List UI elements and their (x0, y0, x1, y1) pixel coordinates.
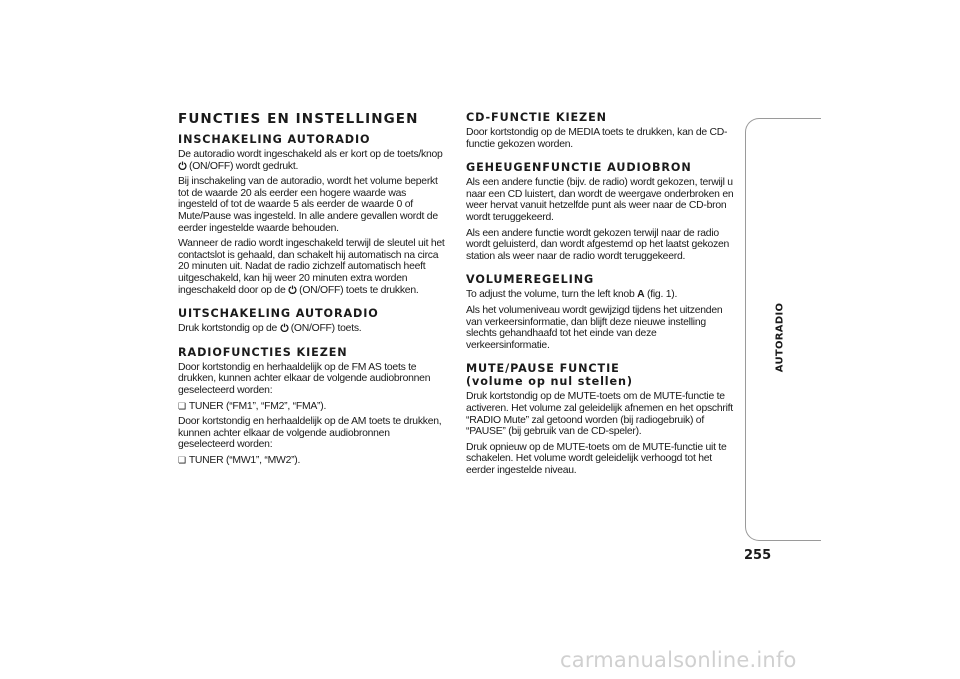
paragraph: Druk kortstondig op de MUTE-toets om de MUTE-functie te activeren. Het volume zal geleidelijk afnemen en het opschrift “RADIO Mute” zal getoond worden (bij radiogebruik) of “PAUSE” (bij gebruik van de CD-speler). (466, 391, 733, 438)
section-title-mute-pause: MUTE/PAUSE FUNCTIE (volume op nul stellen) (466, 362, 633, 389)
page-number: 255 (744, 548, 772, 563)
power-icon (280, 323, 289, 332)
chapter-tab-label: AUTORADIO (774, 302, 786, 372)
paragraph: Druk kortstondig op de (ON/OFF) toets. (178, 323, 362, 335)
section-title-volumeregeling: VOLUMEREGELING (466, 273, 595, 287)
section-uitschakeling (178, 307, 446, 335)
knob-label: A (637, 289, 645, 301)
paragraph: Druk opnieuw op de MUTE-toets om de MUTE-functie uit te schakelen. Het volume wordt geleidelijk verhoogd tot het eerder ingestelde niveau. (466, 441, 727, 476)
bullet-item: ❏ TUNER (“MW1”, “MW2”). (178, 455, 446, 467)
paragraph: Door kortstondig en herhaaldelijk op de FM AS toets te drukken, kunnen achter elkaar de volgende audiobronnen geselecteerd worden: (178, 361, 431, 396)
page-main-title: FUNCTIES EN INSTELLINGEN (178, 111, 419, 127)
power-icon (178, 161, 187, 170)
section-title-radiofuncties: RADIOFUNCTIES KIEZEN (178, 345, 348, 359)
paragraph: To adjust the volume, turn the left knob A (fig. 1). (466, 289, 678, 301)
section-cd-functie (466, 111, 734, 150)
section-title-cd-functie: CD-FUNCTIE KIEZEN (466, 111, 607, 124)
section-title-uitschakeling: UITSCHAKELING AUTORADIO (178, 307, 379, 321)
section-radiofuncties (178, 346, 446, 467)
section-inschakeling (178, 133, 446, 296)
paragraph: Bij inschakeling van de autoradio, wordt het volume beperkt tot de waarde 20 als eerder een hogere waarde was ingesteld of tot de waarde 5 als eerder de waarde 0 of Mute/Pause was ingesteld. In alle andere gevallen wordt de eerder ingestelde waarde behouden. (178, 176, 438, 234)
paragraph: Door kortstondig en herhaaldelijk op de AM toets te drukken, kunnen achter elkaar de volgende audiobronnen geselecteerd worden: (178, 416, 442, 451)
paragraph: Door kortstondig op de MEDIA toets te drukken, kan de CD-functie gekozen worden. (466, 127, 728, 150)
power-icon (288, 285, 297, 294)
bullet-item: ❏ TUNER (“FM1”, “FM2”, “FMA”). (178, 401, 446, 413)
right-column (466, 111, 734, 487)
paragraph: Als een andere functie (bijv. de radio) wordt gekozen, terwijl u naar een CD luistert, dan wordt de weergave onderbroken en weer hervat vanuit hetzelfde punt als weer naar de CD-bron wordt teruggekeerd. (466, 177, 734, 223)
left-column (178, 111, 446, 477)
paragraph: Wanneer de radio wordt ingeschakeld terwijl de sleutel uit het contactslot is gehaald, dan schakelt hij automatisch na circa 20 minuten uit. Nadat de radio zichzelf automatisch heeft uitgeschakeld, kan hij weer 20 minuten extra worden ingeschakeld door op de (ON/OFF) toets te drukken. (178, 238, 445, 296)
section-title-inschakeling: INSCHAKELING AUTORADIO (178, 133, 371, 146)
section-title-geheugenfunctie: GEHEUGENFUNCTIE AUDIOBRON (466, 161, 692, 175)
paragraph: Als het volumeniveau wordt gewijzigd tijdens het uitzenden van verkeersinformatie, dan blijft deze nieuwe instelling slechts gehandhaafd tot het einde van deze verkeersinformatie. (466, 304, 723, 351)
section-geheugenfunctie (466, 161, 734, 262)
watermark: carmanualsonline.info (560, 648, 797, 672)
paragraph: Als een andere functie wordt gekozen terwijl naar de radio wordt geluisterd, dan wordt afgestemd op het laatst gekozen station als weer naar de radio wordt teruggekeerd. (466, 227, 730, 262)
section-volumeregeling (466, 273, 734, 351)
paragraph: De autoradio wordt ingeschakeld als er kort op de toets/knop (ON/OFF) wordt gedrukt. (178, 149, 443, 172)
section-mute-pause (466, 362, 734, 476)
